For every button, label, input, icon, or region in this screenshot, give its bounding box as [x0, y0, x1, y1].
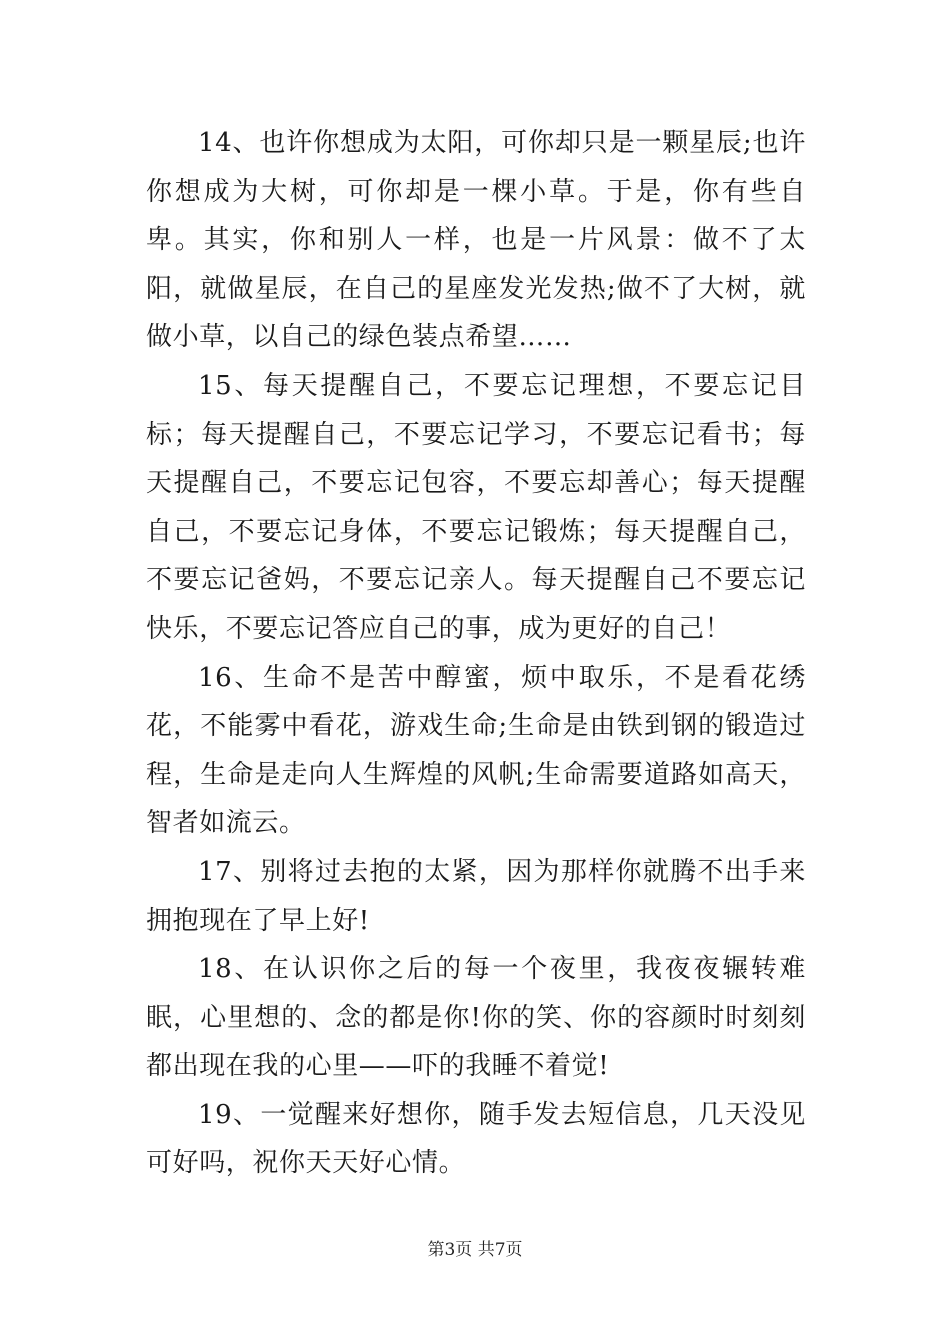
- paragraph-16: 16、生命不是苦中醇蜜，烦中取乐，不是看花绣花，不能雾中看花，游戏生命;生命是由铁到钢的锻造过程，生命是走向人生辉煌的风帆;生命需要道路如高天，智者如流云。: [146, 662, 806, 839]
- paragraph-18: 18、在认识你之后的每一个夜里，我夜夜辗转难眠，心里想的、念的都是你!你的笑、你的容颜时时刻刻都出现在我的心里——吓的我睡不着觉!: [146, 954, 806, 1082]
- paragraph-15: 15、每天提醒自己，不要忘记理想，不要忘记目标；每天提醒自己，不要忘记学习，不要忘记看书；每天提醒自己，不要忘记包容，不要忘却善心；每天提醒自己，不要忘记身体，不要忘记锻炼；每天提醒自己，不要忘记爸妈，不要忘记亲人。每天提醒自己不要忘记快乐，不要忘记答应自己的事，成为更好的自己！: [146, 370, 806, 644]
- paragraph-19: 19、一觉醒来好想你，随手发去短信息，几天没见可好吗，祝你天天好心情。: [146, 1099, 806, 1179]
- document-body: [146, 119, 806, 1188]
- paragraph-14: 14、也许你想成为太阳，可你却只是一颗星辰;也许你想成为大树，可你却是一棵小草。于是，你有些自卑。其实，你和别人一样，也是一片风景：做不了太阳，就做星辰，在自己的星座发光发热;做不了大树，就做小草，以自己的绿色装点希望……: [146, 128, 806, 353]
- page-footer: 第3页 共7页: [427, 1240, 523, 1260]
- paragraph-17: 17、别将过去抱的太紧，因为那样你就腾不出手来拥抱现在了早上好!: [146, 856, 806, 936]
